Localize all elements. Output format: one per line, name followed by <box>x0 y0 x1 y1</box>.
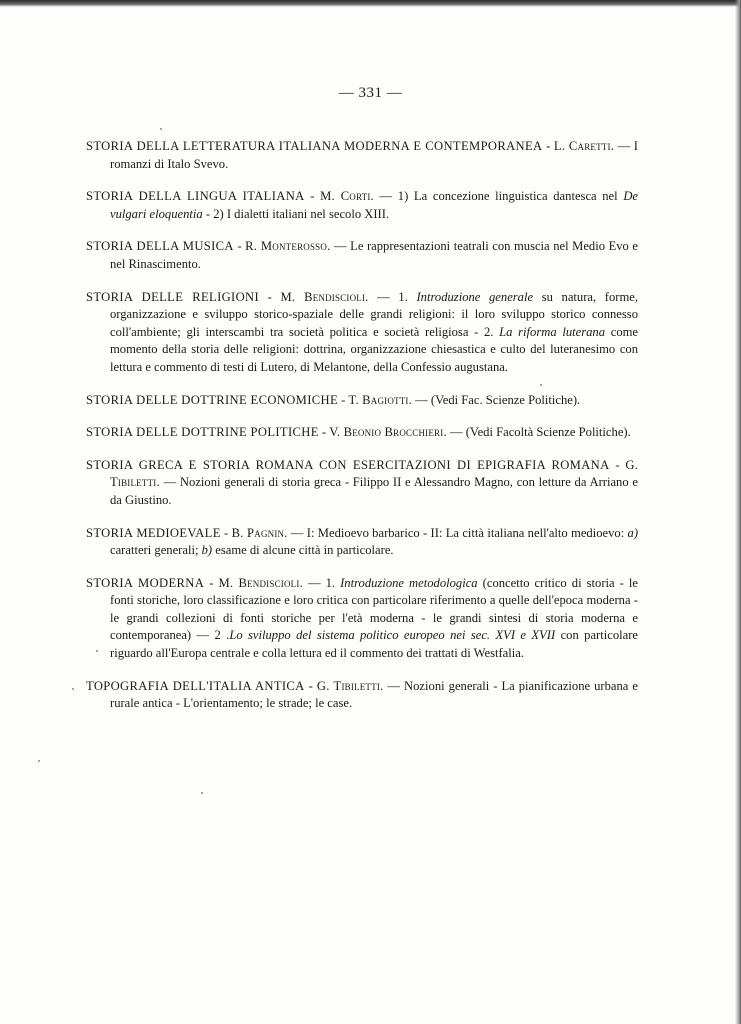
entry-text: — Nozioni generali - La pianificazione urbana e rurale antica - L'orientamento; le strade; le case. <box>110 678 639 711</box>
entry-title: STORIA DELLA MUSICA <box>86 239 234 254</box>
entry-italic-text: De vulgari eloquentia <box>110 189 638 221</box>
entry-separator: - <box>542 139 554 153</box>
entry-author: R. Monterosso. <box>245 239 331 254</box>
course-entry <box>86 457 638 510</box>
scan-speck <box>201 792 203 794</box>
entry-separator: - <box>304 678 317 693</box>
entry-separator: - <box>220 525 232 540</box>
entry-author: T. Bagiotti. <box>348 392 412 407</box>
entry-text: — Le rappresentazioni teatrali con muscia nel Medio Evo e nel Rinascimento. <box>110 239 638 271</box>
course-entry <box>86 238 638 273</box>
course-entry <box>86 678 638 713</box>
entry-text: — (Vedi Facoltà Scienze Politiche). <box>446 425 631 440</box>
entry-author: G. Tibiletti. <box>316 678 384 693</box>
entry-separator: - <box>204 575 219 590</box>
course-entry <box>86 424 638 442</box>
entry-title: STORIA MEDIOEVALE <box>86 525 221 540</box>
course-list <box>86 138 638 728</box>
entry-title: TOPOGRAFIA DELL'ITALIA ANTICA <box>86 678 305 693</box>
entry-author: L. Caretti. <box>553 139 615 153</box>
entry-separator: - <box>609 457 626 472</box>
entry-author: V. Beonio Brocchieri. <box>329 425 447 440</box>
entry-text: - 2) I dialetti italiani nel secolo XIII. <box>202 206 390 221</box>
entry-title: STORIA DELLE RELIGIONI <box>86 289 260 304</box>
entry-author: M. Bendiscioli. <box>218 575 303 590</box>
entry-text: su natura, forme, organizzazione e sviluppo storico-spaziale delle grandi religioni: il loro sviluppo storico connesso coll'ambiente; gli interscambi tra società politica e società religiosa - 2. <box>110 289 639 339</box>
entry-text: — Nozioni generali di storia greca - Filippo II e Alessandro Magno, con letture da Arriano e da Giustino. <box>110 475 638 507</box>
scan-top-edge <box>0 0 741 7</box>
entry-text: — I: Medioevo barbarico - II: La città italiana nell'alto medioevo: <box>287 525 628 540</box>
course-entry <box>86 289 638 377</box>
entry-text: — 1) La concezione linguistica dantesca nel <box>373 189 624 204</box>
entry-text: con particolare riguardo all'Europa centrale e colla lettura ed il commento dei trattati di Westfalia. <box>110 628 638 661</box>
entry-text: come momento della storia delle religioni: dottrina, organizzazione chiesastica e culto del luteranesimo con lettura e commento di testi di Lutero, di Melantone, della Confessio augustana. <box>110 324 639 374</box>
entry-separator: - <box>259 289 281 304</box>
entry-italic-text: Introduzione metodologica <box>340 575 478 590</box>
entry-separator: - <box>233 239 246 254</box>
entry-separator: - <box>304 189 321 204</box>
entry-italic-text: Introduzione generale <box>416 289 534 304</box>
course-entry <box>86 138 638 173</box>
entry-author: M. Bendiscioli. <box>280 289 369 304</box>
entry-author: G. Tibiletti. <box>110 457 638 490</box>
entry-text: — 1. <box>368 289 417 304</box>
entry-text: (concetto critico di storia - le fonti storiche, loro classificazione e loro critica con particolare riferimento a quelle dell'epoca moderna - le grandi collezioni di fonti storiche per l'età moderna - le grandi sintesi di storia moderna e contemporanea) — 2 . <box>110 575 638 643</box>
scan-right-edge <box>735 0 741 1024</box>
entry-title: STORIA DELLA LINGUA ITALIANA <box>86 189 305 204</box>
entry-title: STORIA DELLE DOTTRINE POLITICHE <box>86 425 319 440</box>
scan-speck <box>72 688 74 690</box>
entry-italic-text: La riforma luterana <box>499 324 606 339</box>
course-entry <box>86 525 638 560</box>
page-number: — 331 — <box>338 85 403 101</box>
entry-italic-text: b) <box>201 543 213 558</box>
entry-text: — (Vedi Fac. Scienze Politiche). <box>411 392 581 407</box>
entry-title: STORIA MODERNA <box>86 575 205 590</box>
scan-speck <box>160 128 162 130</box>
entry-author: M. Corti. <box>320 189 374 204</box>
course-entry <box>86 392 638 410</box>
course-entry <box>86 575 638 663</box>
course-entry <box>86 188 638 223</box>
entry-title: STORIA DELLE DOTTRINE ECONOMICHE <box>86 392 338 407</box>
entry-title: STORIA GRECA E STORIA ROMANA CON ESERCITAZIONI DI EPIGRAFIA ROMANA <box>86 457 610 472</box>
entry-title: STORIA DELLA LETTERATURA ITALIANA MODERNA E CONTEMPORANEA <box>86 139 543 153</box>
scan-speck <box>38 760 40 762</box>
entry-separator: - <box>337 392 349 407</box>
entry-italic-text: a) <box>627 525 639 540</box>
entry-separator: - <box>318 425 330 440</box>
entry-text: — 1. <box>302 575 341 590</box>
entry-text: caratteri generali; <box>110 543 202 558</box>
entry-italic-text: Lo sviluppo del sistema politico europeo nei sec. XVI e XVII <box>229 628 556 643</box>
entry-author: B. Pagnin. <box>231 525 288 540</box>
entry-text: — I romanzi di Italo Svevo. <box>110 139 639 171</box>
entry-text: esame di alcune città in particolare. <box>212 543 394 558</box>
